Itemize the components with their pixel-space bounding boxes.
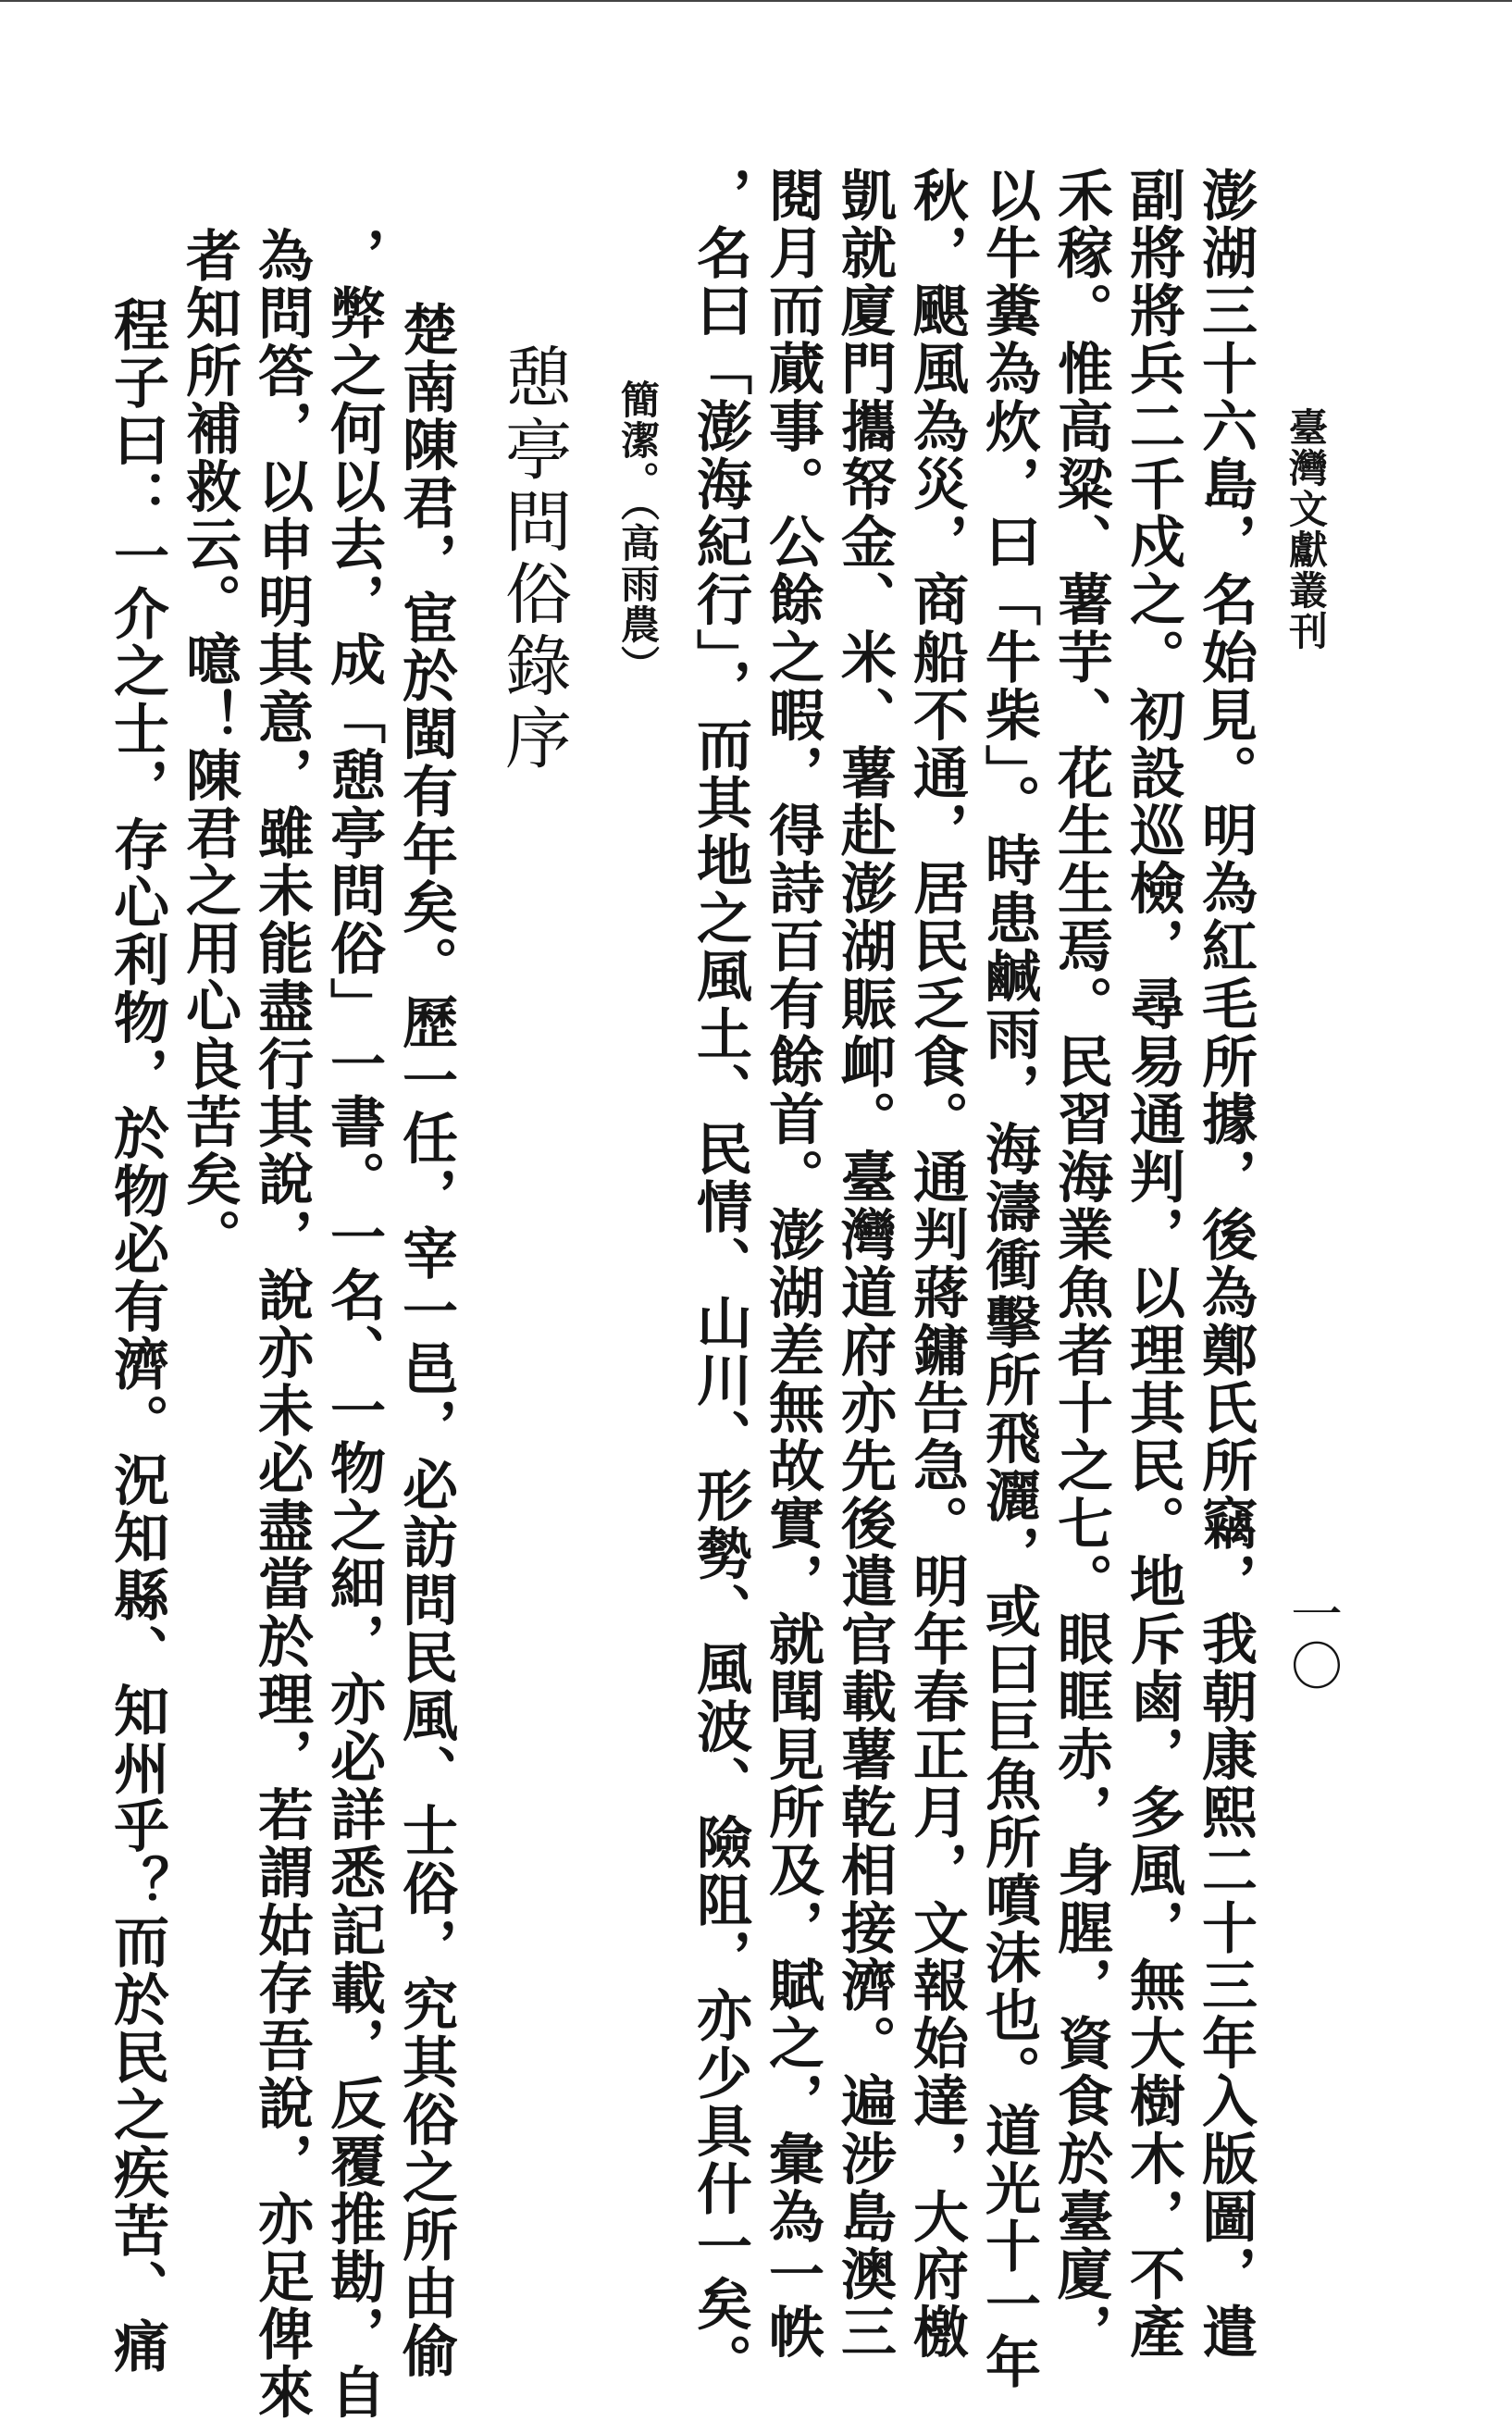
section-line-3: 為問答，以申明其意，雖未能盡行其說，說亦未必盡當於理，若謂姑存吾說，亦足俾來: [249, 227, 314, 2421]
section-line-4: 者知所補救云。噫！陳君之用心良苦矣。: [177, 227, 242, 1267]
preface-line-1: 澎湖三十六島，名始見。明為紅毛所據，後為鄭氏所竊，我朝康熙二十三年入版圖，遣: [1193, 167, 1258, 2362]
running-header-title: 臺灣文獻叢刊: [1283, 407, 1329, 652]
preface-line-4: 以牛糞為炊，曰「牛柴」。時患鹹雨，海濤衝擊所飛灑，或曰巨魚所噴沫也。道光十一年: [976, 167, 1041, 2391]
preface-line-6: 凱就廈門攜帑金、米、薯赴澎湖賑卹。臺灣道府亦先後遣官載薯乾相接濟。遍涉島澳三: [832, 167, 897, 2362]
section-line-2: ，弊之何以去，成「憩亭問俗」一書。一名、一物之細，亦必詳悉記載，反覆推勘，自: [321, 227, 386, 2421]
preface-line-5: 秋，颶風為災，商船不通，居民乏食。通判蔣鏞告急。明年春正月，文報始達，大府檄: [904, 167, 969, 2362]
preface-line-3: 禾稼。惟高粱、薯芋、花生生焉。民習海業魚者十之七。眼眶赤，身腥，資食於臺廈，: [1048, 167, 1113, 2362]
preface-line-2: 副將將兵二千戍之。初設巡檢，尋易通判，以理其民。地斥鹵，多風，無大樹木，不產: [1121, 167, 1185, 2362]
preface-line-7: 閱月而蕆事。公餘之暇，得詩百有餘首。澎湖差無故實，就聞見所及，賦之，彙為一帙: [760, 167, 824, 2362]
preface-signature: 簡潔。（高雨農）: [615, 379, 661, 686]
page-number: 一〇: [1283, 1587, 1343, 1691]
section-line-1: 楚南陳君，宦於閩有年矣。歷一任，宰一邑，必訪問民風、士俗，究其俗之所由偷: [393, 301, 458, 2380]
section-title: 憩亭問俗錄序: [494, 342, 572, 776]
preface-line-8: ，名曰「澎海紀行」，而其地之風土、民情、山川、形勢、風波、險阻，亦少具什一矣。: [688, 167, 752, 2391]
section-line-5: 程子曰：一介之士，存心利物，於物必有濟。況知縣、知州乎？而於民之疾苦、痛: [105, 296, 169, 2376]
